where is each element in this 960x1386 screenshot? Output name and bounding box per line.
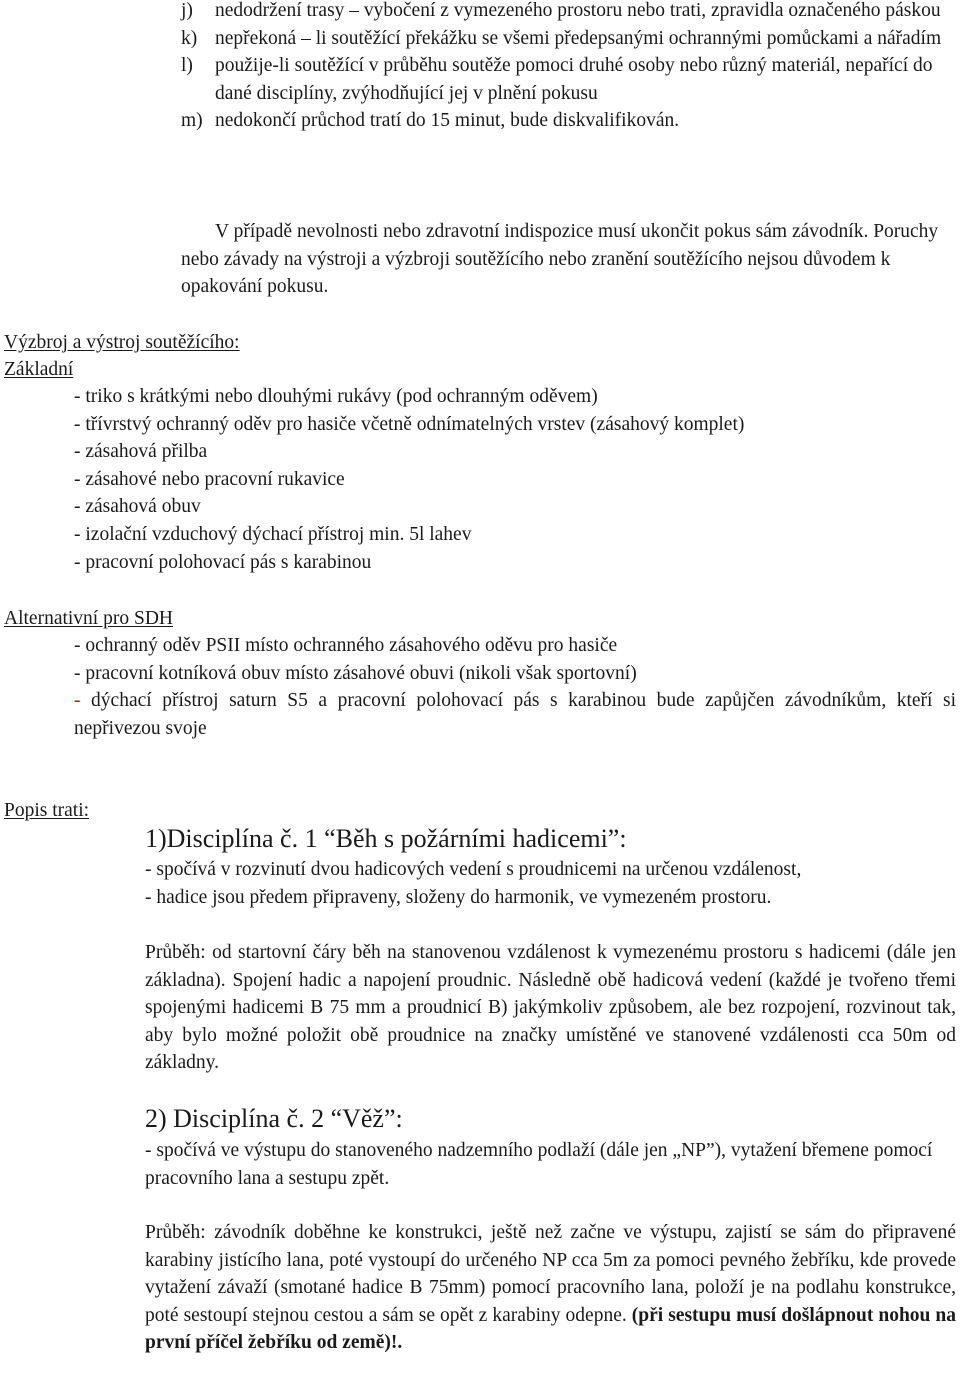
list-item-text: použije-li soutěžící v průběhu soutěže pomoci druhé osoby nebo různý materiál, nepařící do dané disciplíny, zvýhodňující jej v plnění pokusu [215,55,933,104]
discipline-2-title: 2) Disciplína č. 2 “Věž”: [145,1104,403,1133]
list-item: - zásahová přilba [74,441,208,463]
list-item: - pracovní polohovací pás s karabinou [74,551,372,573]
alternative-equipment-heading: Alternativní pro SDH [4,608,173,629]
list-item-text: nedokončí průchod tratí do 15 minut, bude diskvalifikován. [215,110,680,132]
list-marker: k) [181,27,198,49]
list-marker: j) [181,0,193,21]
discipline-2-procedure [145,1219,956,1357]
description-line: - hadice jsou předem připraveny, složeny do harmonik, ve vymezeném prostoru. [145,886,772,908]
discipline-1-description [145,856,801,911]
list-item: - ochranný oděv PSII místo ochranného zásahového oděvu pro hasiče [74,635,618,656]
list-marker: l) [181,55,193,77]
list-marker: m) [181,110,203,132]
list-item [181,52,956,107]
procedure-text: Průběh: závodník doběhne ke konstrukci, ještě než začne ve výstupu, zajistí se sám do připravené karabiny jistícího lana, poté vystoupí do určeného NP cca 5m za pomoci pevného žebříku, kde provede vytažení závaží (smotané hadice B 75mm) pomocí pracovního lana, položí je na podlahu konstrukce, poté sestoupí stejnou cestou a sám se opět z karabiny odepne. [145,1222,956,1326]
list-item: - izolační vzduchový dýchací přístroj min. 5l lahev [74,523,472,545]
alternative-equipment-list [74,632,956,742]
list-item [74,687,956,742]
list-item: - pracovní kotníková obuv místo zásahové obuvi (nikoli však sportovní) [74,662,637,684]
procedure-bold-note: (při sestupu musí došlápnout nohou na první příčel žebříku od země)!. [145,1304,956,1354]
indisposition-paragraph: V případě nevolnosti nebo zdravotní indispozice musí ukončit pokus sám závodník. Poruchy nebo závady na výstroji a výzbroji soutěžícího nebo zranění soutěžícího nejsou důvodem k opakování pokusu. [181,221,939,298]
discipline-1-procedure: Průběh: od startovní čáry běh na stanovenou vzdálenost k vymezenému prostoru s hadicemi (dále jen základna). Spojení hadic a napojení proudnic. Následně obě hadicová vedení (každé je tvořeno třemi spojenými hadicemi B 75 mm a proudnicí B) jakýmkoliv způsobem, ale bez rozpojení, rozvinout tak, aby bylo možné položit obě proudnice na značky umístěné ve stanovené vzdálenosti cca 50m od základny. [145,942,956,1074]
basic-equipment-list [74,383,744,576]
equipment-heading: Výzbroj a výstroj soutěžícího: [4,332,240,353]
list-item: - zásahová obuv [74,496,201,518]
red-dash: - [74,690,81,712]
disqualification-list [181,0,956,135]
list-item [181,25,956,53]
description-line: - spočívá v rozvinutí dvou hadicových vedení s proudnicemi na určenou vzdálenost, [145,859,802,880]
course-heading: Popis trati: [4,800,90,821]
discipline-2-description: - spočívá ve výstupu do stanoveného nadzemního podlaží (dále jen „NP”), vytažení břemene pomocí pracovního lana a sestupu zpět. [145,1140,933,1189]
discipline-1-title: 1)Disciplína č. 1 “Běh s požárními hadicemi”: [145,824,627,853]
list-item: - zásahové nebo pracovní rukavice [74,468,345,490]
list-item: - triko s krátkými nebo dlouhými rukávy (pod ochranným oděvem) [74,386,598,407]
list-item: - třívrstvý ochranný oděv pro hasiče včetně odnímatelných vrstev (zásahový komplet) [74,413,745,435]
list-item [181,107,956,135]
list-item [181,0,956,25]
basic-equipment-heading: Základní [4,359,74,380]
list-item-text: nedodržení trasy – vybočení z vymezeného prostoru nebo trati, zpravidla označeného páskou [215,0,941,21]
list-item-text: nepřekoná – li soutěžící překážku se všemi předepsanými ochrannými pomůckami a nářadím [215,27,942,49]
list-item-text: dýchací přístroj saturn S5 a pracovní polohovací pás s karabinou bude zapůjčen závodníkům, kteří si nepřivezou svoje [74,690,957,739]
